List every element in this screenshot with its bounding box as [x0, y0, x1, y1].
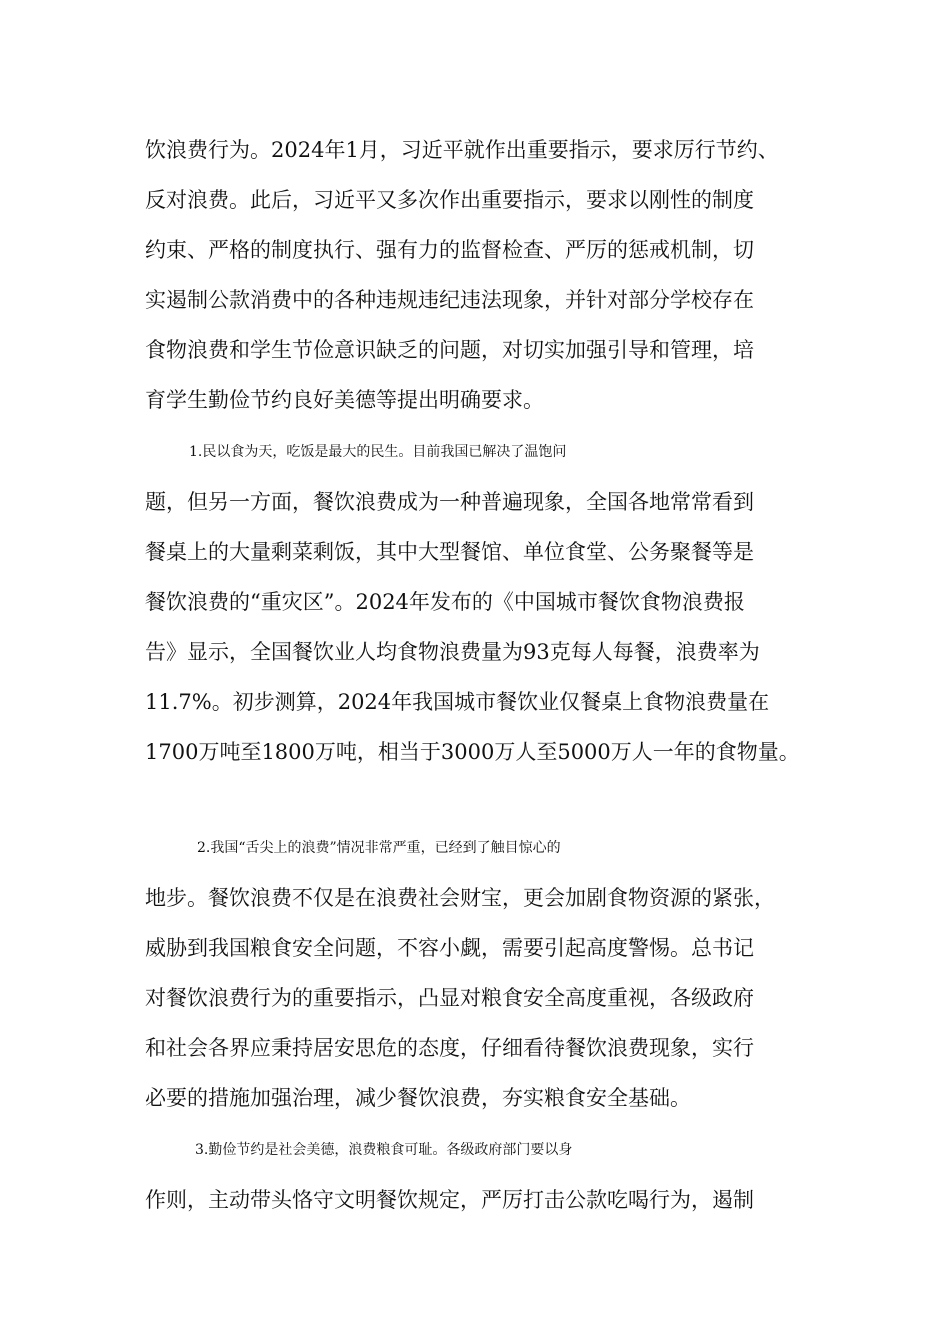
text-line: 和社会各界应秉持居安思危的态度，仔细看待餐饮浪费现象，实行 — [145, 1036, 754, 1060]
text-line: 1.民以食为天，吃饭是最大的民生。目前我国已解决了温饱问 — [189, 444, 567, 460]
text-line: 告》显示，全国餐饮业人均食物浪费量为93克每人每餐，浪费率为 — [145, 640, 760, 664]
text-line: 约束、严格的制度执行、强有力的监督检查、严厉的惩戒机制，切 — [145, 238, 754, 262]
text-line: 食物浪费和学生节俭意识缺乏的问题，对切实加强引导和管理，培 — [145, 338, 754, 362]
text-line: 育学生勤俭节约良好美德等提出明确要求。 — [145, 388, 544, 412]
text-line: 餐桌上的大量剩菜剩饭，其中大型餐馆、单位食堂、公务聚餐等是 — [145, 540, 754, 564]
text-line: 11.7%。初步测算，2024年我国城市餐饮业仅餐桌上食物浪费量在 — [145, 690, 770, 714]
text-line: 地步。餐饮浪费不仅是在浪费社会财宝，更会加剧食物资源的紧张， — [145, 886, 775, 910]
text-line: 反对浪费。此后，习近平又多次作出重要指示，要求以刚性的制度 — [145, 188, 754, 212]
text-line: 题，但另一方面，餐饮浪费成为一种普遍现象，全国各地常常看到 — [145, 490, 754, 514]
text-line: 3.勤俭节约是社会美德，浪费粮食可耻。各级政府部门要以身 — [195, 1142, 573, 1158]
text-line: 饮浪费行为。2024年1月，习近平就作出重要指示，要求厉行节约、 — [145, 138, 779, 162]
text-line: 1700万吨至1800万吨，相当于3000万人至5000万人一年的食物量。 — [145, 740, 800, 764]
text-line: 作则，主动带头恪守文明餐饮规定，严厉打击公款吃喝行为，遏制 — [145, 1188, 754, 1212]
text-line: 必要的措施加强治理，减少餐饮浪费，夯实粮食安全基础。 — [145, 1086, 691, 1110]
text-line: 威胁到我国粮食安全问题，不容小觑，需要引起高度警惕。总书记 — [145, 936, 754, 960]
text-line: 对餐饮浪费行为的重要指示，凸显对粮食安全高度重视，各级政府 — [145, 986, 754, 1010]
text-line: 餐饮浪费的“重灾区”。2024年发布的《中国城市餐饮食物浪费报 — [145, 590, 745, 614]
text-line: 实遏制公款消费中的各种违规违纪违法现象，并针对部分学校存在 — [145, 288, 754, 312]
text-line: 2.我国“舌尖上的浪费”情况非常严重，已经到了触目惊心的 — [197, 840, 561, 856]
